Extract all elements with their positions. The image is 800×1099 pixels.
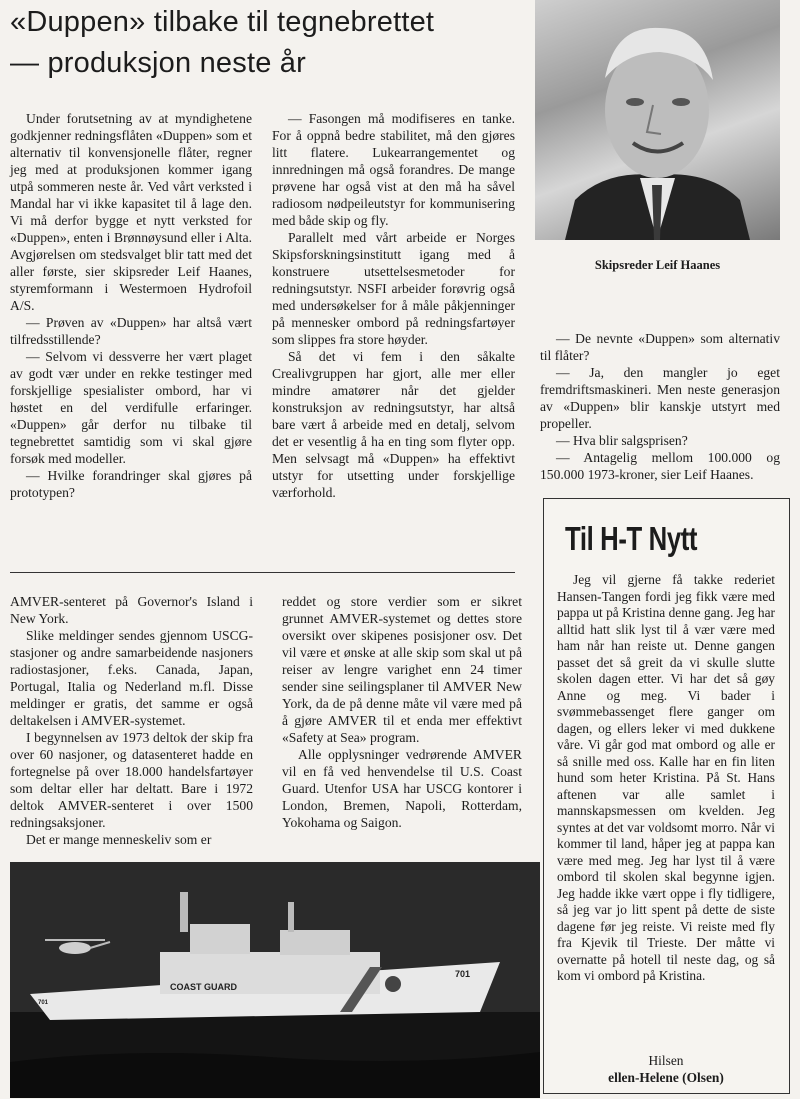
paragraph: — Ja, den mangler jo eget fremdriftsmaskineri. Men neste generasjon av «Duppen» blir kanskje utstyrt med propeller. [540,365,780,431]
section-divider [10,572,515,573]
article-bottom-column-2 [282,593,522,831]
paragraph: AMVER-senteret på Governor's Island i New York. [10,594,253,626]
paragraph: Det er mange menneskeliv som er [26,832,212,847]
paragraph: I begynnelsen av 1973 deltok der skip fra over 60 nasjoner, og datasenteret hadde en fortegnelse på over 18.000 handelsfartøyer som deltar eller har deltatt. Bare i 1972 deltok AMVER-senteret i over 1500 redningsaksjoner. [10,730,253,830]
paragraph: — Antagelig mellom 100.000 og 150.000 1973-kroner, sier Leif Haanes. [540,450,780,482]
ship-number-bow: 701 [455,969,471,979]
portrait-illustration [535,0,780,240]
ship-illustration [10,862,540,1098]
paragraph: — Hvilke forandringer skal gjøres på prototypen? [10,468,252,500]
paragraph: — Prøven av «Duppen» har altså vært tilfredsstillende? [10,315,252,347]
letter-signature: ellen-Helene (Olsen) [608,1069,724,1085]
article-bottom-column-1 [10,593,253,848]
paragraph: Under forutsetning av at myndighetene godkjenner redningsflåten «Duppen» som et alternativ til konvensjonelle flåter, regner jeg med at produksjonen kommer igang utpå sommeren neste år. Ved vårt verksted i Mandal har vi ikke kapasitet til å lage den. Vi må derfor bygge et nytt verksted for «Duppen», enten i Brønnøysund eller i Alta. Avgjørelsen om stedsvalget blir tatt med det aller første, sier skipsreder Leif Haanes, styremformann i Westermoen Hydrofoil A/S. [10,111,252,313]
portrait-photo [535,0,780,240]
portrait-caption: Skipsreder Leif Haanes [594,258,721,272]
paragraph: Slike meldinger sendes gjennom USCG-stasjoner og andre samarbeidende nasjoners radiostasjoner, f.eks. Canada, Japan, Portugal, Italia og Nederland m.fl. Disse meldinger er gratis, det samme er også deltakelsen i AMVER-systemet. [10,628,253,728]
letter-signoff [557,1053,775,1086]
paragraph: — Selvom vi dessverre her vært plaget av godt vær under en rekke testinger med forskjellige spesialister ombord, har vi høstet en del verdifulle erfaringer. «Duppen» går derfor nu tilbake til tegnebrettet samtidig som vi skal gjøre forsøk med modeller. [10,349,252,466]
letter-paragraph: Jeg vil gjerne få takke rederiet Hansen-Tangen fordi jeg fikk være med pappa ut på Kristina denne gang. Jeg har alltid hatt slik lyst til å vær være med ham når han reiste ut. Denne gangen passet det så greit da vi skulle slutte skolen dagen etter. Vi har det så gøy Anne og meg. Vi bader i svømmebassenget flere ganger om dagen, og ellers leker vi med dukkene våre. Vi går god mat ombord og alle er så snille med oss. Kalle har en fin liten hund som heter Kristina. På St. Hans aftenen var alle samlet i mannskapsmessen om kvelden. Jeg syntes at det var voldsomt morro. Når vi kommer til land, håper jeg at pappa kan være med meg. Jeg har lyst til å være ombord til skolen skal begynne igjen. Jeg hadde ikke vært oppe i fly tidligere, så jeg var jo litt spent på dette de siste dagene før jeg reiste. Vi reiste med fly fra Kjevik til Trieste. Der måtte vi overnatte på hotell til neste dag, og så kom vi ombord på Kristina. [557,572,775,983]
paragraph: Så det vi fem i den såkalte Crealivgruppen har gjort, alle mer eller mindre amatører når det gjelder konstruksjon av redningsutstyr, har altså bare vært å arbeide med en detalj, selvom det er vesentlig å ha en ting som flyter opp. Men selvsagt må «Duppen» ha effektivt utstyr for utsetting under forskjellige værforhold. [272,349,515,500]
coast-guard-ship-photo [10,862,540,1098]
paragraph: — Hva blir salgsprisen? [556,433,688,448]
letter-body [557,572,775,985]
paragraph: Parallelt med vårt arbeide er Norges Skipsforskningsinstitutt igang med å konstruere utsettelsesmetoder for redningsutstyr. NSFI arbeider forøvrig også med undersøkelser for å måle påkjenninger på mennesker ombord på redningsfartøyer som slippes fra store høyder. [272,230,515,347]
headline [10,2,520,84]
letter-greeting: Hilsen [648,1053,684,1068]
article-top-column-3 [540,330,780,483]
paragraph: reddet og store verdier som er sikret grunnet AMVER-systemet og dettes store oversikt over skipenes posisjoner osv. Det vil være et ønske at alle skip som skal ut på reiser av lengre varighet enn 24 timer sender sine seilingsplaner til AMVER New York, da de på denne måte vil være med på å gjøre AMVER til et enda mer effektivt «Safety at Sea» program. [282,594,522,745]
ship-hull-label: COAST GUARD [170,982,237,992]
article-top-column-2 [272,110,515,501]
paragraph: — Fasongen må modifiseres en tanke. For å oppnå bedre stabilitet, må den gjøres litt flatere. Lukearrangementet og innredningen må også forandres. De mange prøvene har også vist at den må ha såvel radiosom nødpeileutstyr for kommunisering med både skip og fly. [272,111,515,228]
headline-line-2: — produksjon neste år [10,47,306,79]
headline-line-1: «Duppen» tilbake til tegnebrettet [10,6,435,38]
letter-title: Til H-T Nytt [565,520,698,557]
paragraph: — De nevnte «Duppen» som alternativ til flåter? [540,331,780,363]
article-top-column-1 [10,110,252,501]
paragraph: Alle opplysninger vedrørende AMVER vil en få ved henvendelse til U.S. Coast Guard. Utenfor USA har USCG kontorer i London, Bremen, Napoli, Rotterdam, Yokohama og Saigon. [282,747,522,830]
ship-number-stern: 701 [38,1000,49,1006]
